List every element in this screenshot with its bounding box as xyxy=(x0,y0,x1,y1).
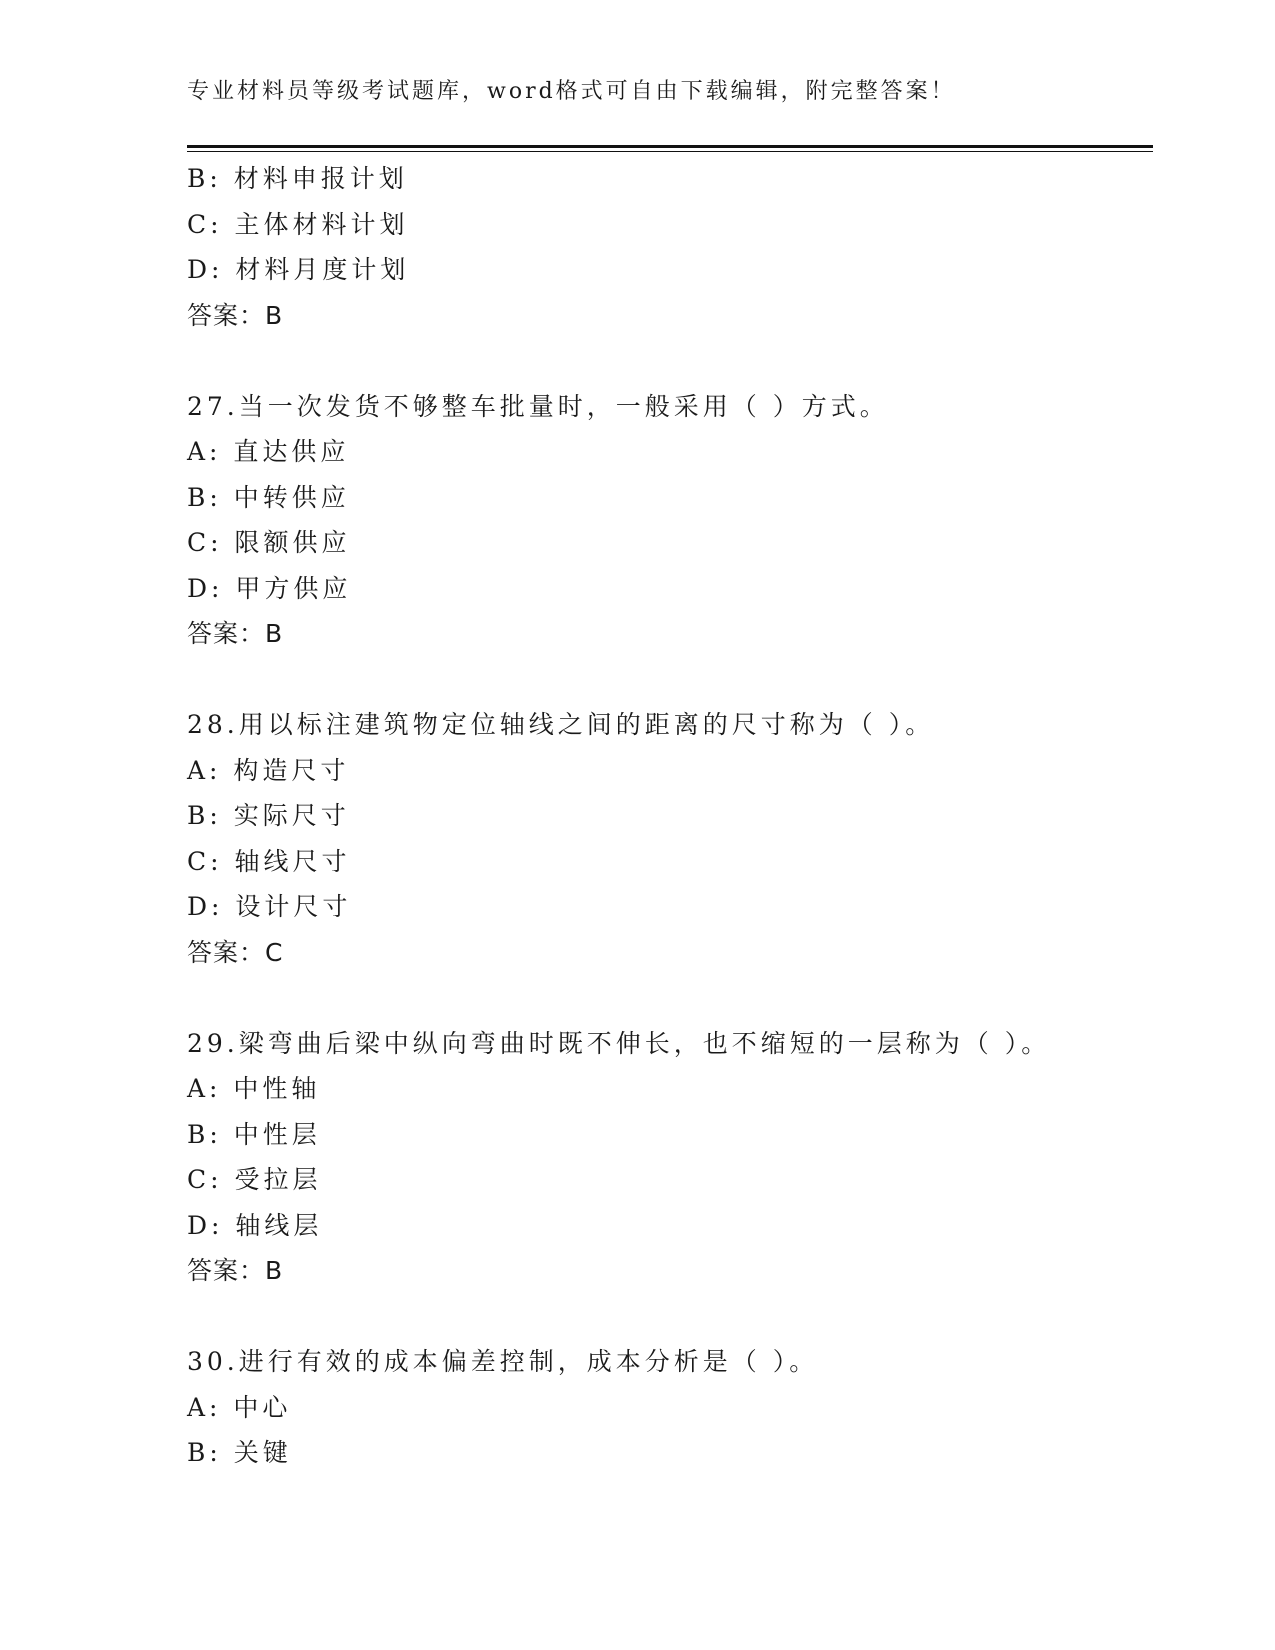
spacer xyxy=(187,1294,1147,1340)
question-29-answer: 答案：B xyxy=(187,1256,284,1285)
question-29-stem: 29.梁弯曲后梁中纵向弯曲时既不伸长，也不缩短的一层称为（ ）。 xyxy=(187,1028,1051,1058)
question-27-option-a: A: 直达供应 xyxy=(187,437,350,466)
question-29-option-b: B: 中性层 xyxy=(187,1119,321,1149)
question-28-stem: 28.用以标注建筑物定位轴线之间的距离的尺寸称为（ ）。 xyxy=(187,710,935,739)
question-28-answer: 答案：C xyxy=(187,937,284,967)
question-27-stem: 27.当一次发货不够整车批量时，一般采用（ ）方式。 xyxy=(187,391,889,421)
question-26-answer: 答案：B xyxy=(187,300,284,330)
question-28-option-a: A: 构造尺寸 xyxy=(187,755,350,785)
question-28-option-c: C: 轴线尺寸 xyxy=(187,846,351,876)
question-29-option-d: D: 轴线层 xyxy=(187,1210,323,1240)
spacer xyxy=(187,338,1147,384)
header-rule-thin xyxy=(187,151,1153,152)
question-list xyxy=(187,156,1147,1476)
question-26-option-c: C: 主体材料计划 xyxy=(187,209,409,239)
question-27-answer: 答案：B xyxy=(187,619,284,648)
question-29-option-c: C: 受拉层 xyxy=(187,1165,322,1194)
question-28-option-d: D: 设计尺寸 xyxy=(187,892,352,921)
page-header-text: 专业材料员等级考试题库，word格式可自由下载编辑，附完整答案！ xyxy=(187,79,956,104)
question-26-option-d: D: 材料月度计划 xyxy=(187,255,410,284)
question-27-option-b: B: 中转供应 xyxy=(187,482,350,512)
question-28-option-b: B: 实际尺寸 xyxy=(187,801,350,830)
question-30-option-b: B: 关键 xyxy=(187,1438,292,1467)
header-rule-thick xyxy=(187,145,1153,148)
question-30-stem: 30.进行有效的成本偏差控制，成本分析是（ ）。 xyxy=(187,1347,819,1376)
question-26-option-b: B: 材料申报计划 xyxy=(187,164,408,193)
spacer xyxy=(187,657,1147,703)
question-29-option-a: A: 中性轴 xyxy=(187,1074,321,1103)
question-30-option-a: A: 中心 xyxy=(187,1392,292,1422)
question-27-option-d: D: 甲方供应 xyxy=(187,573,352,603)
question-27-option-c: C: 限额供应 xyxy=(187,528,351,557)
spacer xyxy=(187,975,1147,1021)
